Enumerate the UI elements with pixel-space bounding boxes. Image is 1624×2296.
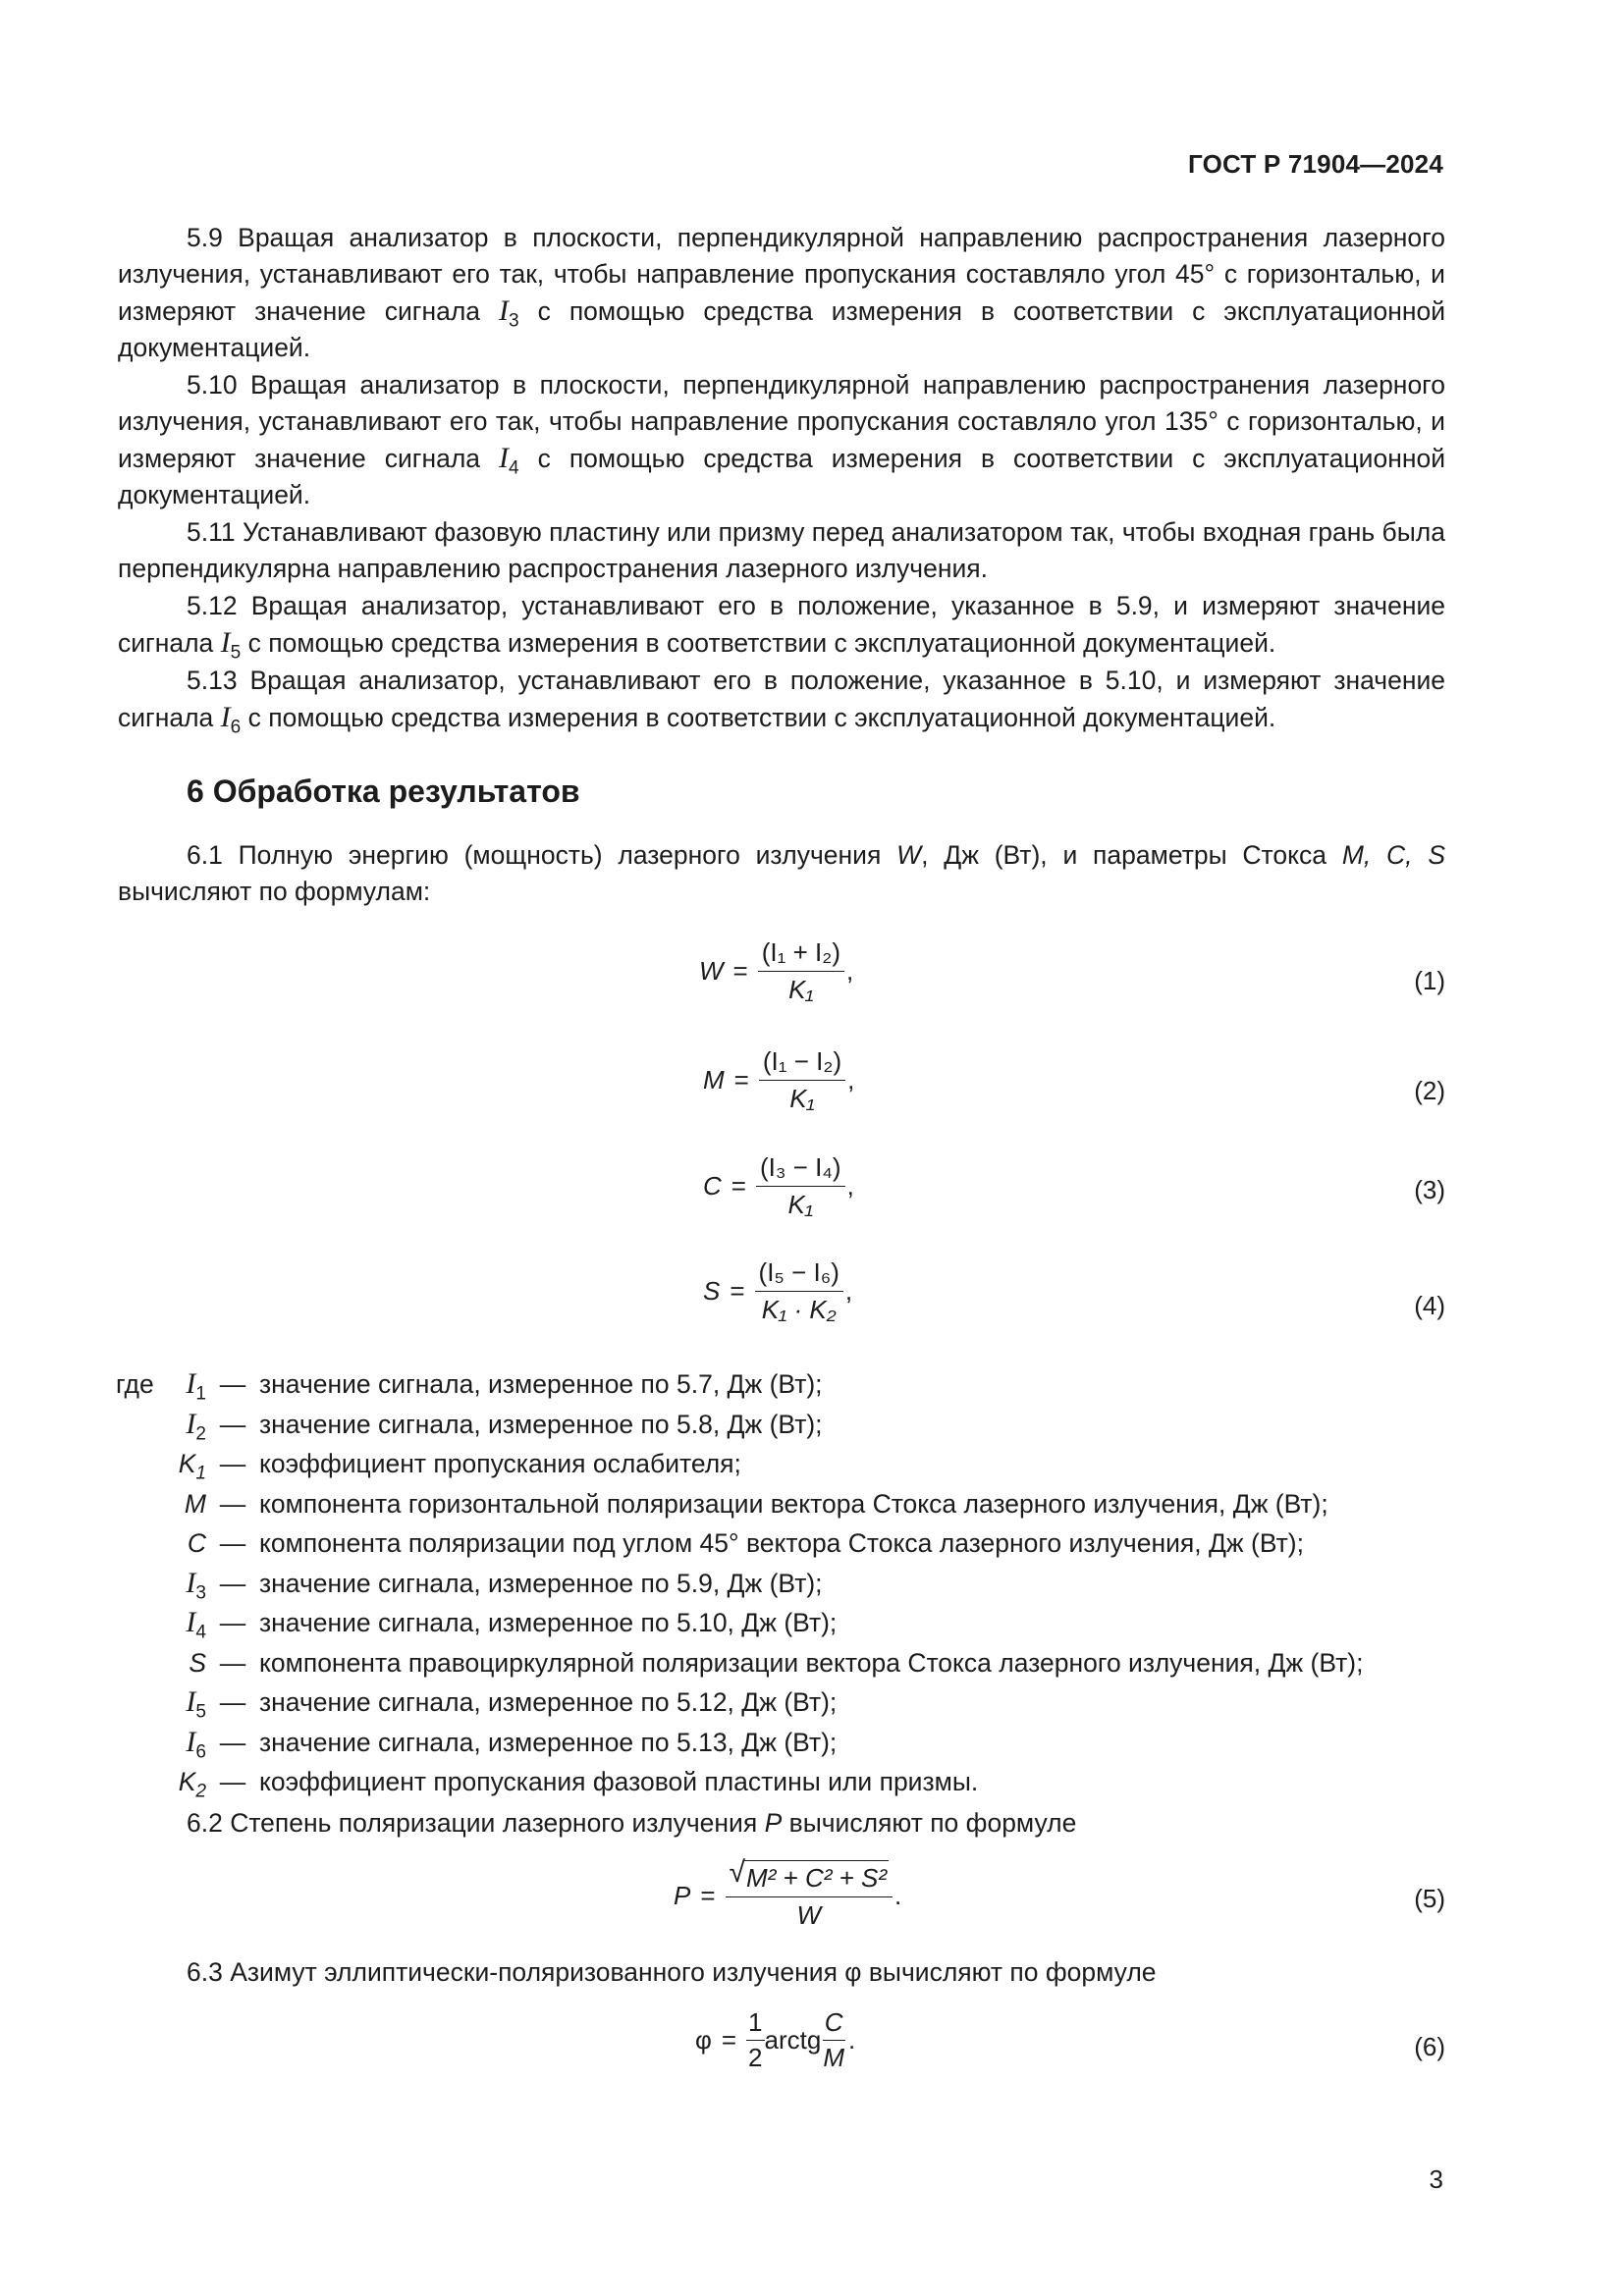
paragraph-5-10: 5.10 Вращая анализатор в плоскости, перпендикулярной направлению распространения лазерного излучения, устанавливают его так, чтобы направление пропускания составляло угол 135° с горизонталью, и измеряют значение сигнала $I_4$ с помощью средства измерения в соответствии с эксплуатационной документацией. bbox=[118, 370, 1445, 509]
formula-3: C = $\frac{\text{(I₃ − I₄)}}{\text{K₁}}$ , bbox=[703, 1152, 854, 1219]
fraction: $\frac{\text{(I₁ + I₂)}}{\text{K₁}}$ bbox=[758, 937, 844, 1005]
section-heading: 6 Обработка результатов bbox=[187, 774, 580, 809]
fraction: $\frac{C}{M}$ bbox=[823, 2007, 844, 2072]
document-code-header: ГОСТ Р 71904—2024 bbox=[1188, 149, 1443, 179]
definitions-lead: где bbox=[116, 1369, 154, 1399]
definition-row: $I_6$ — значение сигнала, измеренное по 5.13, Дж (Вт); bbox=[186, 1725, 838, 1763]
formula-number-5: (5) bbox=[1414, 1884, 1445, 1913]
definition-row: $I_2$ — значение сигнала, измеренное по 5.8, Дж (Вт); bbox=[186, 1407, 823, 1445]
paragraph-6-1: 6.1 Полную энергию (мощность) лазерного излучения W, Дж (Вт), и параметры Стокса M, C, S вычисляют по формулам: bbox=[118, 840, 1446, 906]
definition-row: S — компонента правоциркулярной поляризации вектора Стокса лазерного излучения, Дж (Вт); bbox=[189, 1647, 1364, 1678]
square-root: √ M² + C² + S² bbox=[729, 1856, 888, 1893]
definition-row: C — компонента поляризации под углом 45° вектора Стокса лазерного излучения, Дж (Вт); bbox=[187, 1528, 1304, 1558]
definition-row: где $I_1$ — значение сигнала, измеренное по 5.7, Дж (Вт); bbox=[116, 1364, 1363, 1405]
formula-1: W = $\frac{\text{(I₁ + I₂)}}{\text{K₁}}$ , bbox=[699, 937, 854, 1004]
formula-4: S = $\frac{\text{(I₅ − I₆)}}{\text{K₁ · K₂}}$ , bbox=[703, 1257, 853, 1324]
paragraph-6-3: 6.3 Азимут эллиптически-поляризованного излучения φ вычисляют по формуле bbox=[187, 1957, 1157, 1987]
definition-row: $I_3$ — значение сигнала, измеренное по 5.9, Дж (Вт); bbox=[186, 1566, 823, 1604]
coefficient-fraction: $\frac{1}{2}$ bbox=[748, 2007, 763, 2072]
formula-number-3: (3) bbox=[1414, 1175, 1445, 1204]
formula-6: φ = $\frac{1}{2}$ arctg $\frac{C}{M}$ . bbox=[695, 2007, 856, 2072]
formula-2: M = $\frac{\text{(I₁ − I₂)}}{\text{K₁}}$ , bbox=[703, 1046, 855, 1113]
definition-row: $K_1$ — коэффициент пропускания ослабителя; bbox=[178, 1449, 741, 1484]
fraction: √ M² + C² + S² W bbox=[726, 1860, 893, 1931]
definition-row: $I_5$ — значение сигнала, измеренное по 5.12, Дж (Вт); bbox=[186, 1685, 838, 1723]
formula-number-2: (2) bbox=[1414, 1076, 1445, 1105]
paragraph-5-9: 5.9 Вращая анализатор в плоскости, перпендикулярной направлению распространения лазерного излучения, устанавливают его так, чтобы направление пропускания составляло угол 45° с горизонталью, и измеряют значение сигнала $I_3$ с помощью средства измерения в соответствии с эксплуатационной документацией. bbox=[118, 223, 1445, 362]
formula-number-6: (6) bbox=[1414, 2032, 1445, 2061]
intro-paragraphs bbox=[118, 220, 1445, 736]
formula-5: P = √ M² + C² + S² W . bbox=[674, 1856, 902, 1930]
fraction: $\frac{\text{(I₁ − I₂)}}{\text{K₁}}$ bbox=[759, 1046, 845, 1114]
fraction: $\frac{\text{(I₅ − I₆)}}{\text{K₁ · K₂}}$ bbox=[755, 1257, 843, 1325]
paragraph-5-13: 5.13 Вращая анализатор, устанавливают его в положение, указанное в 5.10, и измеряют значение сигнала $I_6$ с помощью средства измерения в соответствии с эксплуатационной документацией. bbox=[118, 666, 1445, 738]
definition-row: $I_4$ — значение сигнала, измеренное по 5.10, Дж (Вт); bbox=[186, 1606, 838, 1643]
fraction: $\frac{\text{(I₃ − I₄)}}{\text{K₁}}$ bbox=[756, 1152, 845, 1220]
paragraph-5-11: 5.11 Устанавливают фазовую пластину или призму перед анализатором так, чтобы входная грань была перпендикулярна направлению распространения лазерного излучения. bbox=[118, 517, 1445, 583]
definition-row: $K_2$ — коэффициент пропускания фазовой пластины или призмы. bbox=[178, 1767, 979, 1802]
formula-number-4: (4) bbox=[1414, 1291, 1445, 1320]
paragraph-5-12: 5.12 Вращая анализатор, устанавливают его в положение, указанное в 5.9, и измеряют значение сигнала $I_5$ с помощью средства измерения в соответствии с эксплуатационной документацией. bbox=[118, 591, 1445, 664]
formula-number-1: (1) bbox=[1414, 966, 1445, 995]
page-number: 3 bbox=[1429, 2164, 1443, 2194]
definition-row: M — компонента горизонтальной поляризации вектора Стокса лазерного излучения, Дж (Вт); bbox=[184, 1488, 1328, 1519]
definitions-list bbox=[116, 1364, 1363, 1802]
paragraph-6-2: 6.2 Степень поляризации лазерного излучения P вычисляют по формуле bbox=[187, 1808, 1077, 1838]
